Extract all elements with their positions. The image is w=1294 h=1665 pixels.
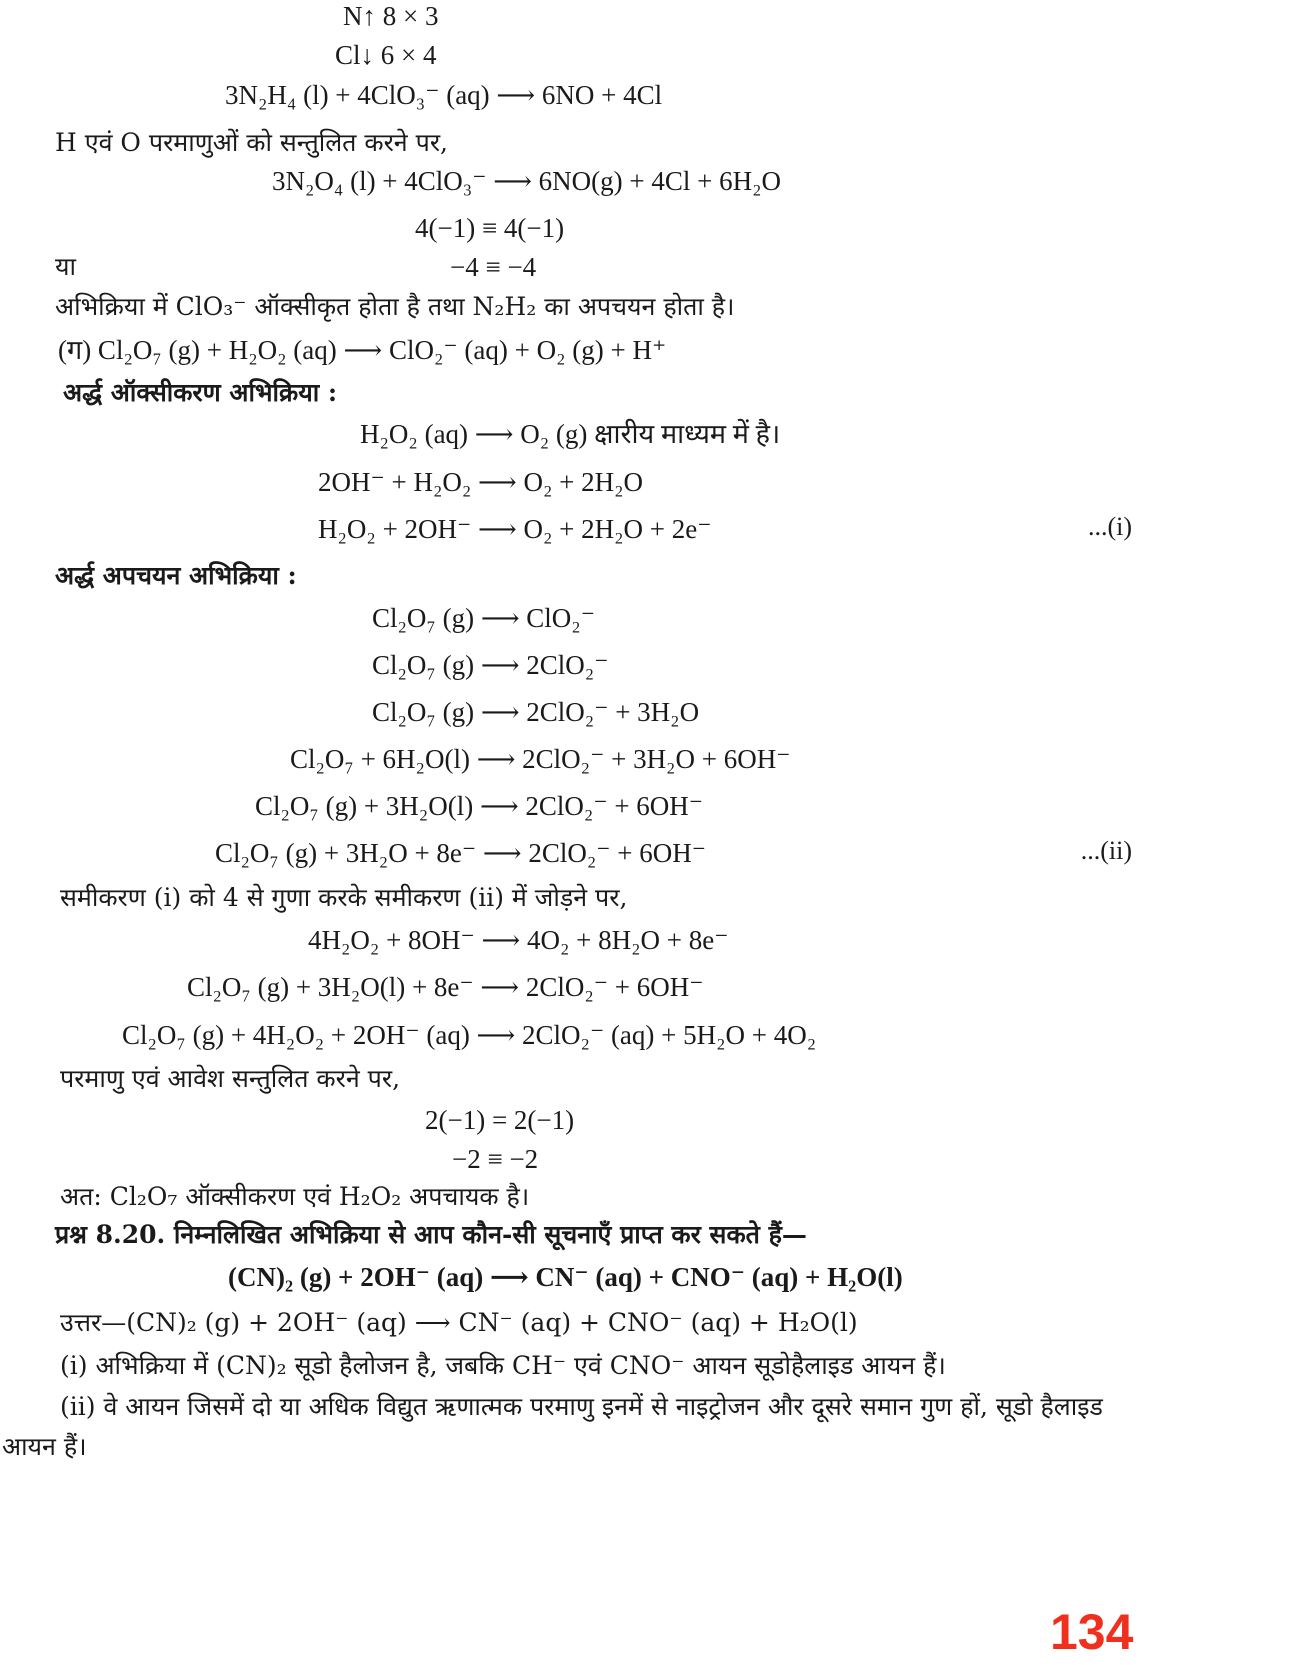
equation-line: (ग) Cl₂O₇ (g) + H₂O₂ (aq) ⟶ ClO₂⁻ (aq) + O₂ (g) + H⁺ — [58, 335, 667, 365]
equation-line: Cl₂O₇ (g) + 3H₂O + 8e⁻ ⟶ 2ClO₂⁻ + 6OH⁻ — [215, 838, 707, 868]
equation-line: Cl₂O₇ (g) + 4H₂O₂ + 2OH⁻ (aq) ⟶ 2ClO₂⁻ (aq) + 5H₂O + 4O₂ — [122, 1020, 817, 1050]
equation-line: −4 ≡ −4 — [450, 252, 537, 282]
section-heading: अर्द्ध ऑक्सीकरण अभिक्रिया : — [63, 378, 338, 407]
equation-line: Cl₂O₇ (g) ⟶ 2ClO₂⁻ + 3H₂O — [372, 697, 700, 727]
text-line: अत: Cl₂O₇ ऑक्सीकरण एवं H₂O₂ अपचायक है। — [60, 1182, 530, 1211]
equation-line: N↑ 8 × 3 — [343, 1, 439, 31]
question-heading: प्रश्न 8.20. निम्नलिखित अभिक्रिया से आप कौन-सी सूचनाएँ प्राप्त कर सकते हैं— — [55, 1220, 807, 1249]
equation-line: Cl₂O₇ (g) ⟶ 2ClO₂⁻ — [372, 650, 609, 680]
equation-line: (CN)₂ (g) + 2OH⁻ (aq) ⟶ CN⁻ (aq) + CNO⁻ (aq) + H₂O(l) — [228, 1262, 903, 1292]
section-heading: अर्द्ध अपचयन अभिक्रिया : — [55, 561, 297, 590]
equation-line: Cl₂O₇ (g) + 3H₂O(l) + 8e⁻ ⟶ 2ClO₂⁻ + 6OH⁻ — [187, 972, 704, 1002]
text-line: अभिक्रिया में ClO₃⁻ ऑक्सीकृत होता है तथा N₂H₂ का अपचयन होता है। — [55, 292, 735, 321]
equation-line: Cl₂O₇ (g) + 3H₂O(l) ⟶ 2ClO₂⁻ + 6OH⁻ — [255, 791, 704, 821]
equation-line: 2OH⁻ + H₂O₂ ⟶ O₂ + 2H₂O — [318, 467, 644, 497]
text-line: समीकरण (i) को 4 से गुणा करके समीकरण (ii) में जोड़ने पर, — [60, 883, 628, 912]
text-line: (i) अभिक्रिया में (CN)₂ सूडो हैलोजन है, जबकि CH⁻ एवं CNO⁻ आयन सूडोहैलाइड आयन हैं। — [60, 1351, 946, 1380]
equation-tag: ...(i) — [1087, 512, 1132, 541]
page-number: 134 — [1050, 1604, 1134, 1660]
equation-line: 3N₂H₄ (l) + 4ClO₃⁻ (aq) ⟶ 6NO + 4Cl — [225, 80, 663, 110]
equation-line: 4(−1) ≡ 4(−1) — [415, 213, 565, 243]
equation-line: H₂O₂ (aq) ⟶ O₂ (g) क्षारीय माध्यम में है। — [360, 419, 781, 449]
equation-line: 4H₂O₂ + 8OH⁻ ⟶ 4O₂ + 8H₂O + 8e⁻ — [308, 925, 729, 955]
text-line: H एवं O परमाणुओं को सन्तुलित करने पर, — [55, 128, 448, 157]
text-line: आयन हैं। — [2, 1432, 87, 1461]
equation-line: H₂O₂ + 2OH⁻ ⟶ O₂ + 2H₂O + 2e⁻ — [318, 514, 712, 544]
answer-line: उत्तर—(CN)₂ (g) + 2OH⁻ (aq) ⟶ CN⁻ (aq) + CNO⁻ (aq) + H₂O(l) — [60, 1308, 858, 1337]
equation-line: Cl₂O₇ (g) ⟶ ClO₂⁻ — [372, 603, 595, 633]
equation-line: 3N₂O₄ (l) + 4ClO₃⁻ ⟶ 6NO(g) + 4Cl + 6H₂O — [272, 166, 782, 196]
equation-line: 2(−1) = 2(−1) — [425, 1105, 575, 1135]
equation-line: Cl↓ 6 × 4 — [335, 40, 437, 70]
text-line: या — [55, 252, 76, 281]
equation-line: Cl₂O₇ + 6H₂O(l) ⟶ 2ClO₂⁻ + 3H₂O + 6OH⁻ — [290, 744, 791, 774]
text-line: परमाणु एवं आवेश सन्तुलित करने पर, — [60, 1064, 401, 1093]
equation-line: −2 ≡ −2 — [452, 1144, 539, 1174]
equation-tag: ...(ii) — [1080, 836, 1132, 865]
text-line: (ii) वे आयन जिसमें दो या अधिक विद्युत ऋणात्मक परमाणु इनमें से नाइट्रोजन और दूसरे समान गुण हों, सूडो हैलाइड — [60, 1392, 1103, 1421]
